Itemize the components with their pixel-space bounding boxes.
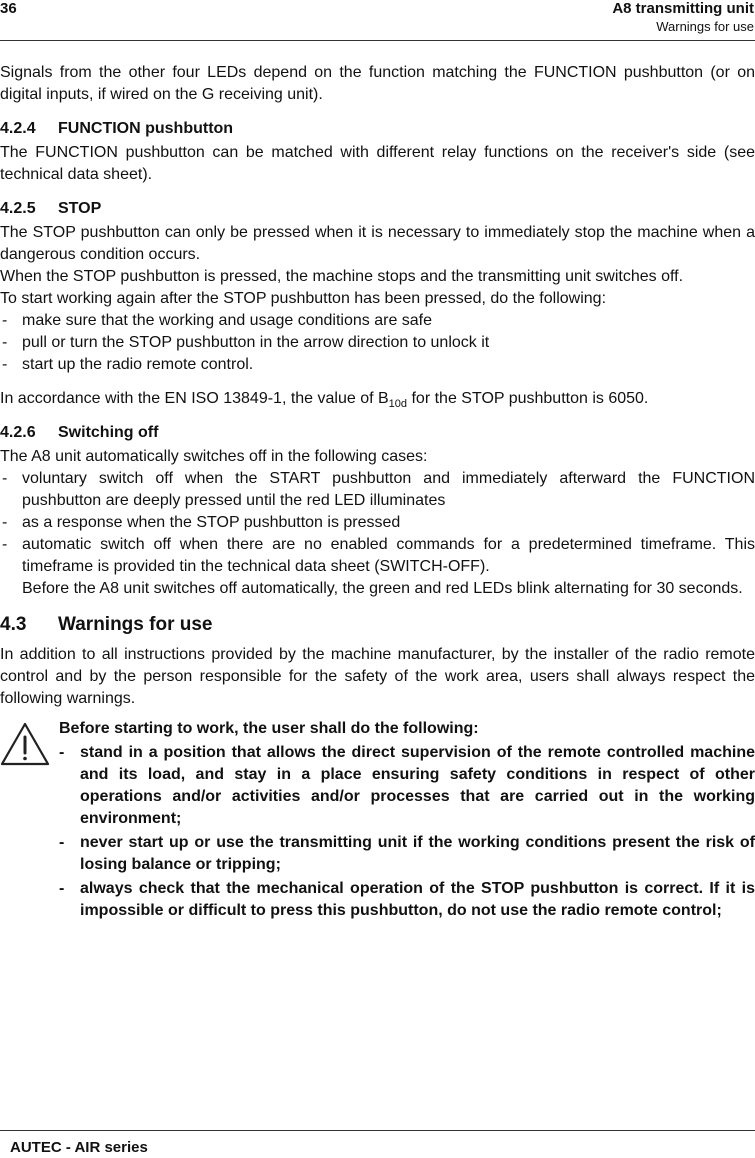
stop-paragraph-2: When the STOP pushbutton is pressed, the machine stops and the transmitting unit switches off. [0,268,684,285]
stop-paragraph-3: To start working again after the STOP pushbutton has been pressed, do the following: [0,290,607,307]
switching-off-list [0,468,755,600]
header-rule [0,40,755,41]
list-item: - make sure that the working and usage conditions are safe [0,310,755,332]
footer-text: AUTEC - AIR series [10,1139,148,1156]
stop-steps-list [0,310,755,376]
section-number: 4.2.5 [0,200,36,217]
list-item: - voluntary switch off when the START pushbutton and immediately afterward the FUNCTION pushbutton are deeply pressed until the red LED illuminates [0,468,755,512]
list-item: - start up the radio remote control. [0,354,755,376]
section-title: Switching off [58,424,159,441]
section-number: 4.3 [0,614,27,635]
section-title: Warnings for use [58,614,213,635]
stop-paragraph-1: The STOP pushbutton can only be pressed when it is necessary to immediately stop the machine when a dangerous condition occurs. [0,224,755,263]
section-title: STOP [58,200,102,217]
warnings-paragraph: In addition to all instructions provided by the machine manufacturer, by the installer of the radio remote control and by the person responsible for the safety of the work area, users shall always respect the following warnings. [0,646,755,707]
section-number: 4.2.4 [0,120,36,137]
switching-off-intro: The A8 unit automatically switches off in the following cases: [0,448,428,465]
b10d-paragraph [0,388,755,410]
warning-block [0,718,755,922]
header-title: A8 transmitting unit [612,0,754,17]
list-item: - always check that the mechanical operation of the STOP pushbutton is correct. If it is impossible or difficult to press this pushbutton, do not use the radio remote control; [59,878,755,922]
list-item-text: automatic switch off when there are no enabled commands for a predetermined timeframe. This timeframe is provided tin the technical data sheet (SWITCH-OFF). [22,536,755,575]
page-number: 36 [0,0,17,17]
list-item: - as a response when the STOP pushbutton is pressed [0,512,755,534]
section-heading-4-2-4 [0,118,755,140]
section-heading-4-3 [0,612,755,638]
header-subtitle: Warnings for use [656,19,754,34]
b10d-subscript: 10d [388,398,408,411]
list-item: - never start up or use the transmitting unit if the working conditions present the risk of losing balance or tripping; [59,832,755,876]
warning-list [59,742,755,922]
section-number: 4.2.6 [0,424,36,441]
list-item: - pull or turn the STOP pushbutton in the arrow direction to unlock it [0,332,755,354]
list-item: - stand in a position that allows the direct supervision of the remote controlled machine and its load, and stay in a place ensuring safety conditions in respect of other operations and/or activities and/or processes that are carried out in the working environment; [59,742,755,830]
b10d-text-before: In accordance with the EN ISO 13849-1, the value of B [0,390,389,407]
section-heading-4-2-5 [0,198,755,220]
section-title: FUNCTION pushbutton [58,120,234,137]
page-body [0,62,755,922]
footer-rule [0,1130,755,1131]
warning-triangle-icon [0,722,50,766]
intro-paragraph: Signals from the other four LEDs depend on the function matching the FUNCTION pushbutton (or on digital inputs, if wired on the G receiving unit). [0,64,755,103]
warning-heading: Before starting to work, the user shall do the following: [59,720,479,737]
list-item-extra: Before the A8 unit switches off automatically, the green and red LEDs blink alternating for 30 seconds. [22,580,743,597]
b10d-text-after: for the STOP pushbutton is 6050. [407,390,649,407]
list-item [0,534,755,600]
function-paragraph: The FUNCTION pushbutton can be matched with different relay functions on the receiver's side (see technical data sheet). [0,144,755,183]
section-heading-4-2-6 [0,422,755,444]
